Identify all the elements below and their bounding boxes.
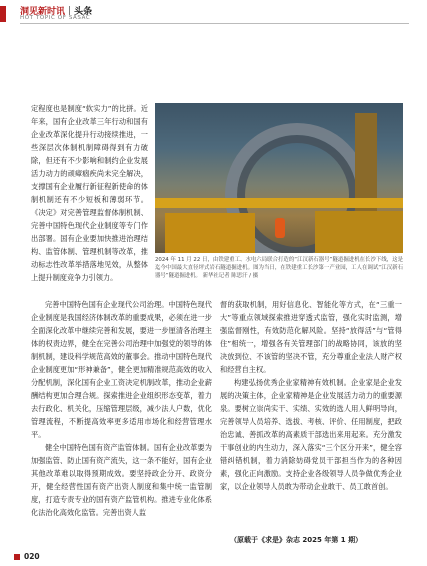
paragraph: 督的获取机制，用好信息化、智能化等方式，在“三重一大”等重点领域探索推进穿透式监管，强化实时监测，增强监督刚性，有效防范化解风险。坚持“放得活”与“管得住”相统一，增强各有关管理部门的战略协同，该放的坚决放到位、不该管的坚决不管，充分尊重企业法人财产权和经营自主权。 (220, 300, 402, 374)
footer-square-icon (14, 554, 20, 560)
photo-caption: 2024 年 11 月 22 日，由铁建重工、水电六局联合打造的“江汉新石器号”隧道掘进机在长沙下线，这是迄今中国最大直径坪式岩石隧道掘进机。图为当日，在铁建重工长沙第一产业园，工人在调试“江汉新石器号”隧道掘进机。 新华社记者 陈思汗 / 摄 (155, 257, 403, 279)
header-divider (20, 23, 409, 24)
article-text-left-top (31, 102, 148, 290)
header-section: 头条 (74, 7, 93, 17)
page-header (0, 0, 427, 24)
page-footer (0, 551, 100, 563)
paragraph: 定程度也是制度“软实力”的比拼。近年来，国有企业改革三年行动和国有企业改革深化提升行动接续推进，一些深层次体制机制障碍得到有力破除，但还有不少影响和制约企业发展活力动力的顽瘴痼疾尚未完全解决，支撑国有企业履行新征程新使命的体制机制还有不少短板和薄弱环节。《决定》对完善管理监督体制机制、完善中国特色现代企业制度等专门作出部署。国有企业要加快推进治理结构、监管体制、管理机制等改革，推动标志性改革举措落地见效，从整体上提升制度竞争力引领力。 (31, 104, 148, 282)
article-text-right (220, 298, 402, 558)
source-note: （原载于《求是》杂志 2025 年第 1 期） (230, 536, 363, 544)
header-separator: | (68, 5, 72, 16)
article-text-left-bottom (31, 298, 212, 543)
paragraph: 构建弘扬优秀企业家精神有效机制。企业家是企业发展的决策主体，企业家精神是企业发展活力动力的重要源泉。要树立崇尚实干、实绩、实效的选人用人鲜明导向，完善领导人员培养、选拔、考核、评价、任用制度，把政治忠诚、善抓改革的高素质干部选出来用起来。充分激发干事创业的内生动力，深入落实“三个区分开来”，健全容错纠错机制，着力消除妨碍党员干部担当作为的各种因素，强化正向激励。支持企业各级领导人员争做优秀企业家，以企业领导人员敢为带动企业敢干、员工敢首创。 (220, 378, 402, 491)
photo-machine-part (165, 213, 255, 253)
photo-worker (275, 218, 285, 238)
tunnel-boring-machine-photo (155, 103, 403, 253)
page-number: 020 (24, 552, 40, 561)
header-accent-bar (0, 6, 6, 22)
header-subtitle: HOT TOPIC OF SASAC (20, 15, 91, 21)
header-title: 洞见新时讯 (20, 7, 66, 17)
paragraph: 完善中国特色国有企业现代公司治理。中国特色现代企业制度是我国经济体制改革的重要成果，必须在进一步全面深化改革中继续完善和发展，要进一步厘清各治理主体的权责边界，健全在完善公司治理中加强党的领导的体制机制，建设科学规范高效的董事会。推动中国特色现代企业制度更加“形神兼备”，健全更加精准规范高效的收入分配机制，深化国有企业工资决定机制改革，推动企业薪酬结构更加合理合规。探索推进企业组织形态变革，着力去行政化、机关化，压缩管理层级，减少法人户数，优化管理流程，不断提高效率更多适用市场化和经营管理水平。 (31, 300, 212, 439)
photo-beam (155, 198, 403, 208)
photo-machine-part (315, 211, 403, 253)
paragraph: 健全中国特色国有资产监管体制。国有企业改革要为加强监管、防止国有资产流失，这一条不能好，国有企业其他改革难以取得预期成效。要坚持政企分开、政资分开，健全经营性国有资产出资人制度和集中统一监管制度，打造专责专业的国有资产监管机构。推进专业化体系化法治化高效化监管。完善出资人监 (31, 443, 212, 517)
